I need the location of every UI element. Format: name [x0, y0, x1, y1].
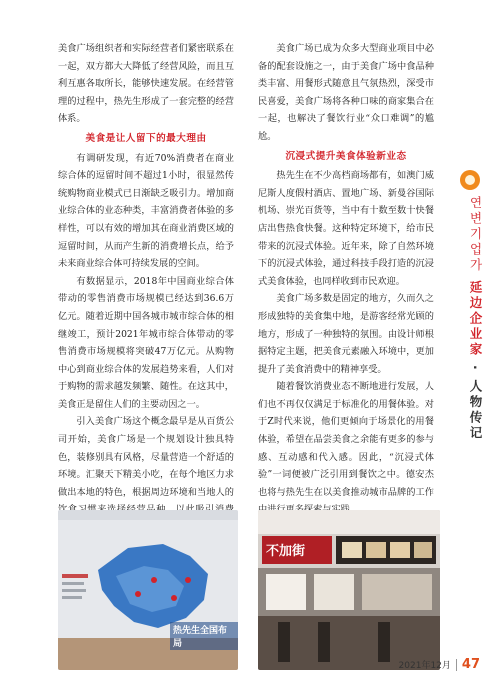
column-subtitle: 人物传记 — [468, 379, 483, 442]
paragraph: 热先生在不少高档商场都有，如澳门威尼斯人度假村酒店、置地广场、新曼谷国际机场、崇光百货等，当中有十数至数十快餐店出售热食快餐。这种特定环境下，给市民带来的沉浸式体验。近年来，除了自然环境下的沉浸式体验，通过科技手段打造的沉浸式美食体验，也同样收到市民欢迎。 — [258, 170, 434, 287]
paragraph: 美食广场已成为众多大型商业项目中必备的配套设施之一，由于美食广场中食品种类丰富、用餐形式随意且气氛热烈，深受市民喜爱，美食广场将各种口味的商家集合在一起，也解决了餐饮行业“众口难调”的尴尬。 — [258, 43, 434, 142]
footer-divider — [456, 659, 457, 671]
food-court-photo — [258, 510, 440, 670]
column-name — [456, 196, 484, 442]
column-red-title: 延边企业家 — [468, 280, 483, 358]
map-wall-title: 热先生全国布局 — [170, 622, 238, 650]
left-column — [58, 40, 234, 537]
map-wall-photo — [58, 510, 238, 670]
store-sign: 不加街 — [266, 544, 306, 559]
page-number: 47 — [461, 657, 480, 672]
paragraph: 有调研发现，有近70%消费者在商业综合体的逗留时间不超过1小时，很显然传统购物商业模式已日渐缺乏吸引力。增加商业综合体的业态种类，丰富消费者体验的多样性，可以有效的增加其在商业消费区域的逗留时间，从而产生新的消费增长点，给予未来商业综合体可持续发展的空间。 — [58, 152, 234, 270]
column-sidebar — [452, 170, 486, 470]
column-separator: · — [468, 364, 483, 373]
page-footer — [399, 657, 480, 672]
paragraph: 引入美食广场这个概念最早是从百货公司开始，美食广场是一个规划设计独具特色，装修别具有风格，尽量营造一个舒适的环境。汇聚天下精美小吃，在每个地区力求做出本地的特色，根据周边环境和当地人的 — [58, 416, 234, 498]
paragraph: 随着餐饮消费业态不断地进行发展，人们也不再仅仅满足于标准化的用餐体验。对于Z时代来说，他们更倾向于场景化的用餐体验，希望在品尝美食之余能有更多的参与感、互动感和代入感。因此，“沉浸式体验”一词便被广泛引用到餐饮之中。德安杰也将与热先生在以美食推动城市品牌的工作 — [258, 381, 434, 498]
paragraph: 美食广场多数是固定的地方，久而久之形成独特的美食集中地，是游客经常光顾的地方，形成了一种独特的氛围。由设计师根据特定主题，把美食元素融入环境中，更加提升了美食消费中的精神享受。 — [258, 293, 434, 375]
paragraph: 美食广场组织者和实际经营者们紧密联系在一起，双方都大大降低了经营风险，而且互利互惠各取所长，能够快速发展。在经营管理的过程中，热先生形成了一套完整的经营体系。 — [58, 43, 234, 125]
issue-date: 2021年12月 — [398, 661, 451, 671]
column-korean-title: 연변기업가 — [468, 196, 483, 274]
section-heading: 沉浸式提升美食体验新业态 — [285, 150, 407, 162]
section-heading: 美食是让人留下的最大理由 — [85, 132, 207, 144]
storefront-illustration — [258, 510, 440, 670]
right-column — [258, 40, 434, 537]
magazine-logo-icon — [460, 170, 480, 190]
paragraph: 有数据显示，2018年中国商业综合体带动的零售消费市场规模已经达到36.6万亿元。随着近期中国各城市城市综合体的相继竣工，预计2021年城市综合体带动的零售消费市场规模将突破47万亿元。从购物中心到商业综合体的发展趋势来看，人们对于购物的需求越发频繁、随性。在这其中，美食正是留住人们的主要动因之一。 — [58, 275, 234, 410]
